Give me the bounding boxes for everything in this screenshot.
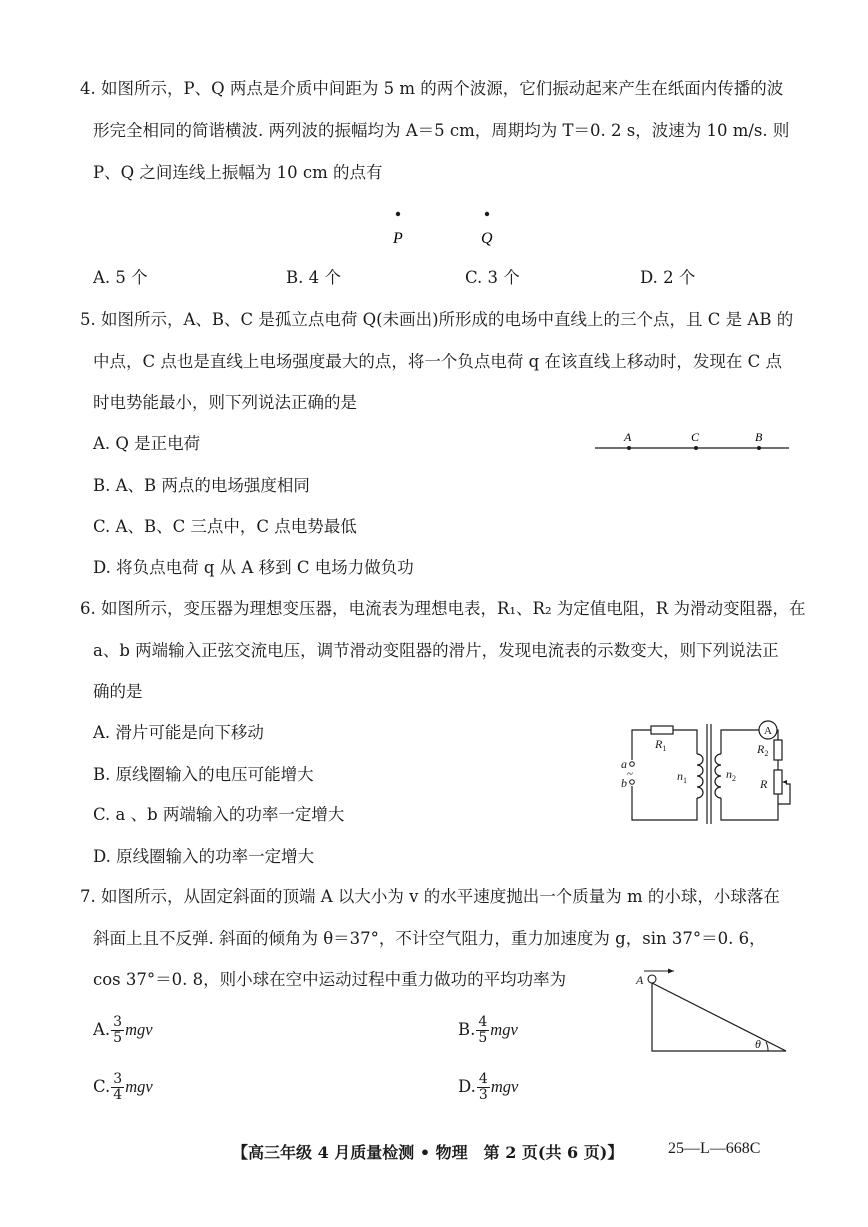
q6-line-2: a、b 两端输入正弦交流电压，调节滑动变阻器的滑片，发现电流表的示数变大，则下列说法正	[93, 641, 779, 660]
label-a-terminal: a	[621, 757, 627, 771]
q4-option-c: C. 3 个	[465, 268, 520, 287]
label-a: A	[636, 973, 644, 987]
q7-line-2: 斜面上且不反弹. 斜面的倾角为 θ＝37°，不计空气阻力，重力加速度为 g，sin 37°＝0. 6，	[93, 929, 766, 948]
q7-option-b: B. $\frac{4}{5}$ mgv	[458, 1014, 518, 1046]
point-p	[396, 212, 400, 216]
rheostat-r	[774, 770, 782, 794]
point-q	[485, 212, 489, 216]
q7-option-d: D. $\frac{4}{3}$ mgv	[458, 1071, 519, 1103]
q6-option-d: D. 原线圈输入的功率一定增大	[93, 847, 315, 866]
q6-line-1: 6. 如图所示，变压器为理想变压器，电流表为理想电表，R₁、R₂ 为定值电阻，R 为滑动变阻器，在	[80, 599, 806, 618]
q6-circuit-figure	[615, 718, 800, 828]
svg-text:~: ~	[627, 768, 633, 780]
q4-option-b: B. 4 个	[286, 268, 341, 287]
label-q: Q	[481, 230, 493, 247]
q5-option-c: C. A、B、C 三点中，C 点电势最低	[93, 517, 357, 536]
q4-line-1: 4. 如图所示，P、Q 两点是介质中间距为 5 m 的两个波源，它们振动起来产生在纸面内传播的波	[80, 79, 784, 98]
label-theta: θ	[755, 1037, 761, 1051]
label-p: P	[393, 230, 403, 247]
q5-option-b: B. A、B 两点的电场强度相同	[93, 476, 310, 495]
q5-figure	[593, 428, 793, 456]
label-a: A	[624, 430, 632, 444]
q7-line-1: 7. 如图所示，从固定斜面的顶端 A 以大小为 v 的水平速度抛出一个质量为 m 的小球，小球落在	[80, 887, 780, 906]
q4-figure	[380, 205, 510, 250]
label-c: C	[691, 430, 700, 444]
q4-line-2: 形完全相同的简谐横波. 两列波的振幅均为 A＝5 cm，周期均为 T＝0. 2 s，波速为 10 m/s. 则	[93, 121, 790, 140]
q7-line-3: cos 37°＝0. 8，则小球在空中运动过程中重力做功的平均功率为	[93, 970, 567, 989]
resistor-r2	[774, 740, 782, 760]
q6-line-3: 确的是	[93, 682, 143, 701]
q6-option-b: B. 原线圈输入的电压可能增大	[93, 765, 314, 784]
q4-option-d: D. 2 个	[640, 268, 696, 287]
label-b: B	[755, 430, 763, 444]
q4-line-3: P、Q 之间连线上振幅为 10 cm 的点有	[93, 163, 383, 182]
label-b-terminal: b	[621, 776, 627, 790]
q5-option-d: D. 将负点电荷 q 从 A 移到 C 电场力做负功	[93, 558, 414, 577]
svg-text:R2: $R_2$	[757, 742, 769, 758]
resistor-r1	[651, 726, 673, 734]
q7-incline-figure	[630, 965, 795, 1060]
svg-text:n2: $n_2$	[726, 767, 736, 783]
q6-option-c: C. a 、b 两端输入的功率一定增大	[93, 805, 345, 824]
svg-text:R1: $R_1$	[655, 737, 667, 753]
q5-line-1: 5. 如图所示，A、B、C 是孤立点电荷 Q(未画出)所形成的电场中直线上的三个点，且 C 是 AB 的	[80, 310, 794, 329]
label-ammeter: A	[764, 725, 772, 737]
svg-text:n1: $n_1$	[677, 769, 687, 785]
ball	[648, 975, 656, 983]
q4-option-a: A. 5 个	[93, 268, 148, 287]
q7-option-c: C. $\frac{3}{4}$ mgv	[93, 1071, 153, 1103]
label-rheostat: R	[760, 777, 768, 791]
secondary-coil	[715, 754, 721, 798]
primary-coil	[697, 754, 703, 798]
q5-option-a: A. Q 是正电荷	[93, 434, 201, 453]
q5-line-2: 中点，C 点也是直线上电场强度最大的点，将一个负点电荷 q 在该直线上移动时，发现在 C 点	[93, 352, 783, 371]
q7-option-a: A. $\frac{3}{5}$ mgv	[93, 1014, 153, 1046]
exam-code: 25—L—668C	[668, 1140, 761, 1157]
page-footer: 【高三年级 4 月质量检测 • 物理 第 2 页(共 6 页)】	[232, 1143, 624, 1162]
q5-line-3: 时电势能最小，则下列说法正确的是	[93, 393, 357, 412]
q6-option-a: A. 滑片可能是向下移动	[93, 723, 264, 742]
